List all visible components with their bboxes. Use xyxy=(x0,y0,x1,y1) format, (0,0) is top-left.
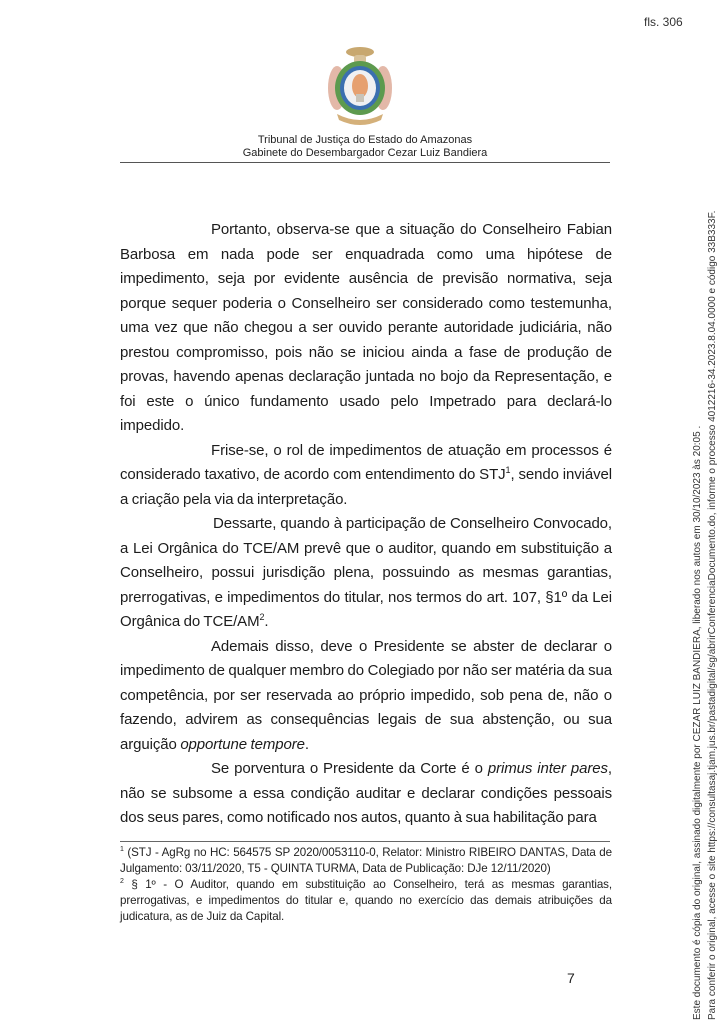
office-name: Gabinete do Desembargador Cezar Luiz Bandiera xyxy=(242,147,488,159)
paragraph-2-text-a: Frise-se, o rol de impedimentos de atuação em processos é considerado taxativo, de acordo com entendimento do STJ xyxy=(120,441,612,483)
paragraph-4-text-a: Ademais disso, deve o Presidente se abster de declarar o impedimento de qualquer membro do Colegiado por não ser matéria da sua competência, por ser reservada ao próprio impedido, sob pena de, não o fazendo, advirem as consequências legais de sua abstenção, ou sua arguição xyxy=(120,637,612,753)
paragraph-3-text-b: . xyxy=(264,613,269,630)
footnote-ref-1: 1 xyxy=(505,465,511,475)
court-coat-of-arms-icon xyxy=(323,44,397,126)
footnote-1-text: (STJ - AgRg no HC: 564575 SP 2020/0053110-0, Relator: Ministro RIBEIRO DANTAS, Data de Julgamento: 03/11/2020, T5 - QUINTA TURMA, Data de Publicação: DJe 12/11/2020) xyxy=(120,846,612,875)
header-divider xyxy=(120,162,610,163)
footnote-2-number: 2 xyxy=(120,878,124,886)
paragraph-5-text-a: Se porventura o Presidente da Corte é o xyxy=(211,760,488,777)
paragraph-4 xyxy=(120,635,612,758)
footnote-1-number: 1 xyxy=(120,846,124,854)
seal-ribbon xyxy=(337,114,383,125)
paragraph-5-latin: primus inter pares xyxy=(487,760,608,777)
court-name: Tribunal de Justiça do Estado do Amazonas xyxy=(257,134,473,146)
seal-figure-base xyxy=(356,94,364,102)
paragraph-3 xyxy=(120,512,612,635)
paragraph-5-text-b: , não se subsome a essa condição auditar e declarar condições pessoais dos seus pares, como notificado nos autos, quanto à sua habilitação para xyxy=(120,760,612,826)
paragraph-1: Portanto, observa-se que a situação do Conselheiro Fabian Barbosa em nada pode ser enquadrada como uma hipótese de impedimento, seja por evidente ausência de previsão normativa, seja porque sequer poderia o Conselheiro ser considerado como testemunha, uma vez que não chegou a ser ouvido perante autoridade judiciária, não prestou compromisso, pois não se iniciou ainda a fase de produção de provas, havendo apenas declaração juntada no bojo da Representação, e foi este o único fundamento usado pelo Impetrado para declará-lo impedido. xyxy=(120,221,612,434)
paragraph-5 xyxy=(120,757,612,831)
document-body xyxy=(120,218,612,831)
paragraph-2-text-b: , sendo inviável a criação pela via da interpretação. xyxy=(120,466,613,508)
paragraph-2 xyxy=(120,439,612,513)
footnote-1 xyxy=(120,845,612,877)
footnote-divider xyxy=(120,841,610,842)
footnotes xyxy=(120,845,612,925)
page-number: 7 xyxy=(567,970,575,986)
footnote-2-text: § 1º - O Auditor, quando em substituição ao Conselheiro, terá as mesmas garantias, prerrogativas, e impedimentos do titular e, quando no exercício das demais atribuições da judicatura, as de Juiz da Capital. xyxy=(120,878,612,923)
folio-label: fls. 306 xyxy=(644,15,683,29)
paragraph-4-text-b: . xyxy=(304,735,309,753)
paragraph-3-text-a: Dessarte, quando à participação de Conselheiro Convocado, a Lei Orgânica do TCE/AM prevê que o auditor, quando em substituição a Conselheiro, possui jurisdição plena, possuindo as mesmas garantias, prerrogativas, e impedimentos do titular, nos termos do art. 107, §1º da Lei Orgânica do TCE/AM xyxy=(120,515,612,630)
document-header xyxy=(120,134,610,160)
footnote-2 xyxy=(120,877,612,925)
verification-line[interactable]: Para conferir o original, acesse o site https://consultasaj.tjam.jus.br/pastadigital/sg/abrirConferenciaDocumento.do, informe o processo 4012216-34.2023.8.04.0000 e código 33B333F. xyxy=(707,210,718,1020)
signature-line: Este documento é cópia do original, assinado digitalmente por CEZAR LUIZ BANDIERA, liberado nos autos em 30/10/2023 às 20:05 . xyxy=(692,425,703,1020)
digital-signature-stamp xyxy=(690,211,720,1020)
footnote-ref-2: 2 xyxy=(259,612,265,622)
paragraph-4-latin: opportune tempore xyxy=(180,735,305,753)
